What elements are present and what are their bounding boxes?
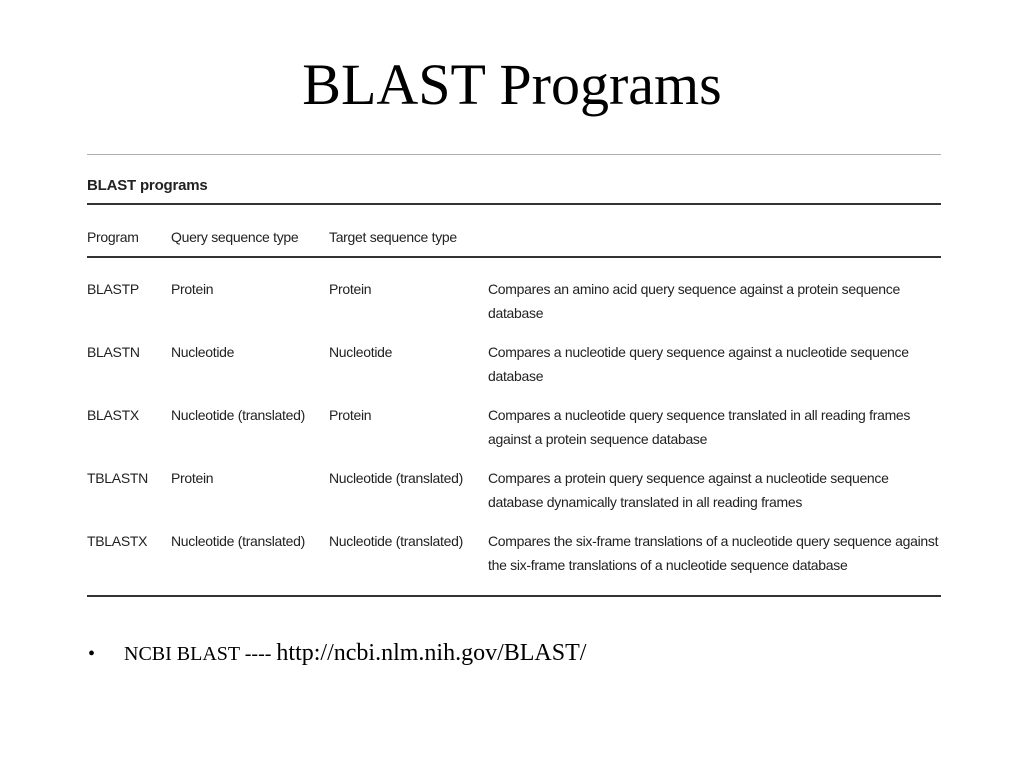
table-row xyxy=(87,528,941,595)
description-cell: Compares the six-frame translations of a nucleotide query sequence against the six-frame translations of a nucleotide sequence database xyxy=(488,533,939,573)
target-type-cell: Nucleotide (translated) xyxy=(329,470,463,486)
query-type-cell: Protein xyxy=(171,281,214,297)
query-type-cell: Protein xyxy=(171,470,214,486)
ncbi-blast-url[interactable]: http://ncbi.nlm.nih.gov/BLAST/ xyxy=(276,640,587,666)
description-cell: Compares a nucleotide query sequence against a nucleotide sequence database xyxy=(488,344,909,384)
program-cell: TBLASTX xyxy=(87,533,148,549)
target-type-cell: Protein xyxy=(329,407,372,423)
table-row xyxy=(87,339,941,402)
table-header-row xyxy=(87,205,941,257)
query-type-cell: Nucleotide xyxy=(171,344,235,360)
program-cell: TBLASTN xyxy=(87,470,148,486)
target-type-cell: Nucleotide xyxy=(329,344,393,360)
program-cell: BLASTN xyxy=(87,344,140,360)
description-cell: Compares a protein query sequence against a nucleotide sequence database dynamically translated in all reading frames xyxy=(488,470,889,510)
header-target-type: Target sequence type xyxy=(329,205,488,257)
header-query-type: Query sequence type xyxy=(171,205,329,257)
description-cell: Compares an amino acid query sequence against a protein sequence database xyxy=(488,281,900,321)
table-row xyxy=(87,402,941,465)
header-program: Program xyxy=(87,205,171,257)
description-cell: Compares a nucleotide query sequence translated in all reading frames against a protein sequence database xyxy=(488,407,911,447)
slide-title: BLAST Programs xyxy=(302,52,722,117)
bullet-marker: • xyxy=(88,643,96,665)
blast-programs-table xyxy=(87,205,941,595)
target-type-cell: Protein xyxy=(329,281,372,297)
program-cell: BLASTP xyxy=(87,281,139,297)
bullet-text: NCBI BLAST ---- xyxy=(124,643,277,665)
ncbi-blast-bullet xyxy=(88,640,586,667)
header-description xyxy=(488,205,941,257)
table-row xyxy=(87,257,941,339)
target-type-cell: Nucleotide (translated) xyxy=(329,533,463,549)
query-type-cell: Nucleotide (translated) xyxy=(171,533,305,549)
table-caption: BLAST programs xyxy=(87,177,208,194)
query-type-cell: Nucleotide (translated) xyxy=(171,407,305,423)
bottom-rule xyxy=(87,595,941,597)
blast-programs-table-figure xyxy=(87,154,941,597)
program-cell: BLASTX xyxy=(87,407,139,423)
table-row xyxy=(87,465,941,528)
